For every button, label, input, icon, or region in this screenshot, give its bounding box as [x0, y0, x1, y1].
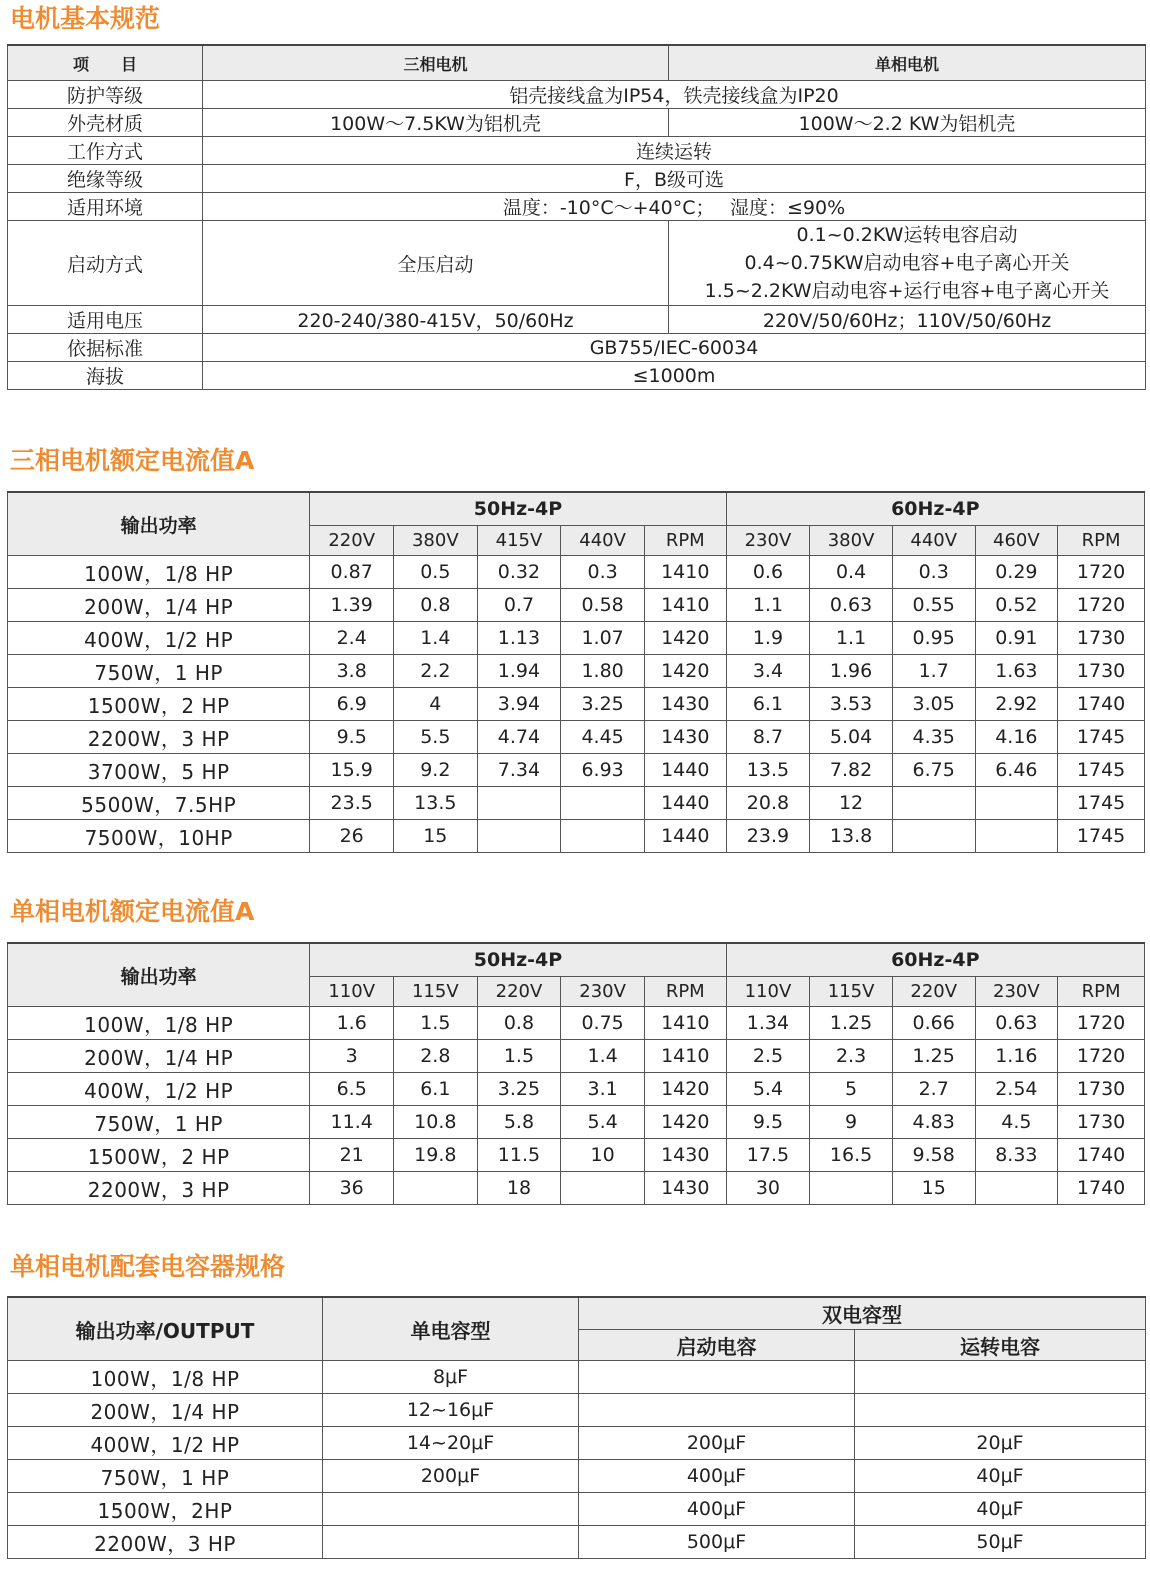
current-cell: 18	[477, 1172, 561, 1205]
spec-value-single: 220V/50/60Hz；110V/50/60Hz	[669, 306, 1146, 334]
current-cell: 5.4	[561, 1106, 645, 1139]
current-cell: 6.1	[394, 1073, 478, 1106]
table-row	[8, 1526, 1146, 1559]
current-cell: 5	[810, 1073, 893, 1106]
power-cell: 1500W，2HP	[8, 1493, 323, 1526]
current-cell: 13.8	[810, 820, 893, 853]
current-cell: 0.3	[561, 556, 645, 589]
capacitance-cell	[323, 1526, 579, 1559]
current-cell: 23.5	[310, 787, 394, 820]
capacitance-cell: 8μF	[323, 1361, 579, 1394]
current-cell: 0.5	[394, 556, 478, 589]
capacitance-cell: 12~16μF	[323, 1394, 579, 1427]
current-cell: 9	[810, 1106, 893, 1139]
spec-header-row	[8, 45, 1146, 81]
power-cell: 750W，1 HP	[8, 655, 310, 688]
current-cell: 8.7	[726, 721, 810, 754]
spec-label: 启动方式	[8, 221, 203, 306]
current-cell: 4.74	[477, 721, 561, 754]
table-row	[8, 1139, 1145, 1172]
table-row	[8, 306, 1146, 334]
current-cell: 1740	[1058, 688, 1145, 721]
current-cell: 30	[726, 1172, 810, 1205]
current-cell	[975, 820, 1058, 853]
current-cell: 1.13	[477, 622, 561, 655]
current-cell: 1.16	[975, 1040, 1058, 1073]
current-cell: 7.34	[477, 754, 561, 787]
current-cell: 1730	[1058, 1106, 1145, 1139]
current-cell: 1720	[1058, 1040, 1145, 1073]
current-cell: 6.75	[892, 754, 975, 787]
output-header: 输出功率/OUTPUT	[8, 1297, 323, 1361]
sub-header: 380V	[810, 526, 893, 556]
table-row	[8, 820, 1145, 853]
current-cell: 0.52	[975, 589, 1058, 622]
power-cell: 3700W，5 HP	[8, 754, 310, 787]
capacitance-cell	[323, 1493, 579, 1526]
current-cell	[561, 820, 645, 853]
current-cell: 1410	[644, 1007, 726, 1040]
capacitance-cell: 50μF	[855, 1526, 1146, 1559]
spec-label: 绝缘等级	[8, 165, 203, 193]
spec-label: 适用电压	[8, 306, 203, 334]
sub-header: 110V	[310, 977, 394, 1007]
current-cell: 5.4	[726, 1073, 810, 1106]
current-cell	[975, 1172, 1058, 1205]
current-cell: 11.4	[310, 1106, 394, 1139]
current-cell: 13.5	[726, 754, 810, 787]
current-cell: 4.83	[892, 1106, 975, 1139]
current-cell: 5.5	[394, 721, 478, 754]
capacitance-cell: 200μF	[323, 1460, 579, 1493]
current-cell	[561, 787, 645, 820]
table-row	[8, 589, 1145, 622]
current-cell: 4.35	[892, 721, 975, 754]
current-cell: 1.9	[726, 622, 810, 655]
spec-title: 电机基本规范	[10, 4, 161, 33]
current-cell: 1745	[1058, 820, 1145, 853]
current-cell: 4	[394, 688, 478, 721]
current-cell	[477, 820, 561, 853]
spec-value-single	[669, 221, 1146, 306]
current-cell	[810, 1172, 893, 1205]
power-cell: 100W，1/8 HP	[8, 1007, 310, 1040]
current-cell: 9.58	[892, 1139, 975, 1172]
power-cell: 750W，1 HP	[8, 1106, 310, 1139]
current-cell: 0.66	[892, 1007, 975, 1040]
current-cell: 1.25	[892, 1040, 975, 1073]
power-cell: 7500W，10HP	[8, 820, 310, 853]
current-cell: 1.34	[726, 1007, 810, 1040]
current-cell: 1740	[1058, 1172, 1145, 1205]
current-cell	[892, 787, 975, 820]
start-line: 0.4~0.75KW启动电容+电子离心开关	[744, 252, 1070, 274]
current-cell: 6.5	[310, 1073, 394, 1106]
current-cell: 1.96	[810, 655, 893, 688]
spec-header-item: 项 目	[8, 45, 203, 81]
double-cap-header: 双电容型	[579, 1297, 1146, 1330]
table-row	[8, 787, 1145, 820]
current-cell: 1740	[1058, 1139, 1145, 1172]
sub-header: 220V	[892, 977, 975, 1007]
capacitance-cell: 40μF	[855, 1460, 1146, 1493]
spec-value: GB755/IEC-60034	[203, 334, 1146, 362]
capacitor-title: 单相电机配套电容器规格	[10, 1252, 286, 1281]
spec-label: 海拔	[8, 362, 203, 390]
current-cell: 15	[394, 820, 478, 853]
table-row	[8, 221, 1146, 306]
sub-header: 115V	[394, 977, 478, 1007]
current-cell: 1.63	[975, 655, 1058, 688]
current-cell: 1420	[644, 655, 726, 688]
current-cell: 15.9	[310, 754, 394, 787]
spec-label: 依据标准	[8, 334, 203, 362]
sub-header: 110V	[726, 977, 810, 1007]
current-cell: 1745	[1058, 754, 1145, 787]
spec-value-three: 全压启动	[203, 221, 669, 306]
current-cell: 3.53	[810, 688, 893, 721]
current-cell	[561, 1172, 645, 1205]
current-cell: 9.2	[394, 754, 478, 787]
current-cell: 1410	[644, 556, 726, 589]
current-cell: 1.5	[477, 1040, 561, 1073]
current-cell: 1430	[644, 1139, 726, 1172]
current-cell: 3.1	[561, 1073, 645, 1106]
group-60hz-header: 60Hz-4P	[726, 492, 1144, 526]
sub-header: 440V	[561, 526, 645, 556]
table-row	[8, 1493, 1146, 1526]
table-row	[8, 721, 1145, 754]
current-cell: 1430	[644, 721, 726, 754]
group-60hz-header: 60Hz-4P	[726, 943, 1144, 977]
run-cap-header: 运转电容	[855, 1330, 1146, 1361]
capacitor-table	[7, 1296, 1146, 1559]
current-cell: 0.58	[561, 589, 645, 622]
single-cap-header: 单电容型	[323, 1297, 579, 1361]
spec-value: 温度：-10°C～+40°C； 湿度：≤90%	[203, 193, 1146, 221]
current-cell: 1.80	[561, 655, 645, 688]
power-cell: 400W，1/2 HP	[8, 622, 310, 655]
three-phase-table	[7, 491, 1145, 853]
sub-header: 230V	[975, 977, 1058, 1007]
sub-header: RPM	[1058, 526, 1145, 556]
table-row	[8, 1361, 1146, 1394]
current-cell: 1420	[644, 1073, 726, 1106]
current-cell: 1420	[644, 622, 726, 655]
current-cell: 5.04	[810, 721, 893, 754]
current-cell: 11.5	[477, 1139, 561, 1172]
group-50hz-header: 50Hz-4P	[310, 943, 726, 977]
current-cell: 16.5	[810, 1139, 893, 1172]
current-cell: 6.93	[561, 754, 645, 787]
table-row	[8, 334, 1146, 362]
power-cell: 200W，1/4 HP	[8, 589, 310, 622]
current-cell: 1420	[644, 1106, 726, 1139]
current-cell: 1730	[1058, 655, 1145, 688]
current-cell: 3.25	[477, 1073, 561, 1106]
current-cell: 1720	[1058, 556, 1145, 589]
current-cell: 4.5	[975, 1106, 1058, 1139]
current-cell: 15	[892, 1172, 975, 1205]
current-cell: 1720	[1058, 1007, 1145, 1040]
current-cell: 1.5	[394, 1007, 478, 1040]
current-cell: 3.8	[310, 655, 394, 688]
table-row	[8, 165, 1146, 193]
spec-label: 防护等级	[8, 81, 203, 109]
spec-value-three: 100W～7.5KW为铝机壳	[203, 109, 669, 137]
current-cell: 10	[561, 1139, 645, 1172]
group-50hz-header: 50Hz-4P	[310, 492, 726, 526]
current-cell: 3.05	[892, 688, 975, 721]
current-cell: 0.95	[892, 622, 975, 655]
current-cell: 1.1	[810, 622, 893, 655]
spec-value: 连续运转	[203, 137, 1146, 165]
power-cell: 5500W，7.5HP	[8, 787, 310, 820]
sub-header: 220V	[310, 526, 394, 556]
table-row	[8, 109, 1146, 137]
sub-header: 115V	[810, 977, 893, 1007]
current-cell: 1.4	[394, 622, 478, 655]
power-cell: 200W，1/4 HP	[8, 1394, 323, 1427]
current-cell: 5.8	[477, 1106, 561, 1139]
current-cell: 0.63	[810, 589, 893, 622]
current-cell: 2.92	[975, 688, 1058, 721]
current-cell: 2.3	[810, 1040, 893, 1073]
table-row	[8, 622, 1145, 655]
sub-header: 415V	[477, 526, 561, 556]
current-cell: 1440	[644, 787, 726, 820]
sub-header: 380V	[394, 526, 478, 556]
current-cell	[394, 1172, 478, 1205]
start-line: 0.1~0.2KW运转电容启动	[796, 224, 1018, 246]
current-cell: 1410	[644, 1040, 726, 1073]
power-cell: 400W，1/2 HP	[8, 1073, 310, 1106]
current-cell: 3	[310, 1040, 394, 1073]
current-cell: 0.8	[394, 589, 478, 622]
current-cell: 2.5	[726, 1040, 810, 1073]
sub-header: RPM	[644, 977, 726, 1007]
capacitance-cell	[855, 1361, 1146, 1394]
current-cell: 7.82	[810, 754, 893, 787]
current-cell: 12	[810, 787, 893, 820]
spec-label: 工作方式	[8, 137, 203, 165]
spec-value-single: 100W～2.2 KW为铝机壳	[669, 109, 1146, 137]
capacitance-cell	[579, 1361, 855, 1394]
current-cell: 1745	[1058, 721, 1145, 754]
start-cap-header: 启动电容	[579, 1330, 855, 1361]
table-row	[8, 1460, 1146, 1493]
capacitance-cell: 500μF	[579, 1526, 855, 1559]
spec-header-three: 三相电机	[203, 45, 669, 81]
current-cell: 0.75	[561, 1007, 645, 1040]
table-row	[8, 137, 1146, 165]
current-cell: 13.5	[394, 787, 478, 820]
capacitance-cell: 400μF	[579, 1460, 855, 1493]
current-cell: 1.94	[477, 655, 561, 688]
current-cell: 1440	[644, 820, 726, 853]
capacitance-cell: 20μF	[855, 1427, 1146, 1460]
current-cell: 6.9	[310, 688, 394, 721]
current-cell: 0.32	[477, 556, 561, 589]
current-cell: 1720	[1058, 589, 1145, 622]
current-cell: 6.1	[726, 688, 810, 721]
current-cell: 8.33	[975, 1139, 1058, 1172]
sub-header: 230V	[726, 526, 810, 556]
table-row	[8, 193, 1146, 221]
start-line: 1.5~2.2KW启动电容+运行电容+电子离心开关	[704, 280, 1110, 302]
capacitance-cell: 400μF	[579, 1493, 855, 1526]
single-phase-title: 单相电机额定电流值A	[10, 897, 255, 926]
three-phase-title: 三相电机额定电流值A	[10, 446, 255, 475]
table-row	[8, 362, 1146, 390]
spec-value: 铝壳接线盒为IP54，铁壳接线盒为IP20	[203, 81, 1146, 109]
power-cell: 100W，1/8 HP	[8, 556, 310, 589]
power-header: 输出功率	[8, 492, 310, 556]
current-cell: 1.07	[561, 622, 645, 655]
current-cell: 36	[310, 1172, 394, 1205]
sub-header: 440V	[892, 526, 975, 556]
current-cell: 1.7	[892, 655, 975, 688]
sub-header: RPM	[644, 526, 726, 556]
current-cell: 4.16	[975, 721, 1058, 754]
spec-value-three: 220-240/380-415V，50/60Hz	[203, 306, 669, 334]
current-cell: 2.2	[394, 655, 478, 688]
current-cell: 2.8	[394, 1040, 478, 1073]
power-header: 输出功率	[8, 943, 310, 1007]
current-cell: 1430	[644, 688, 726, 721]
current-cell: 1.4	[561, 1040, 645, 1073]
current-cell: 3.94	[477, 688, 561, 721]
power-cell: 100W，1/8 HP	[8, 1361, 323, 1394]
current-cell: 0.87	[310, 556, 394, 589]
current-cell: 1730	[1058, 1073, 1145, 1106]
current-cell: 1.6	[310, 1007, 394, 1040]
single-phase-table	[7, 942, 1145, 1205]
table-row	[8, 81, 1146, 109]
current-cell: 0.55	[892, 589, 975, 622]
current-cell: 1.25	[810, 1007, 893, 1040]
power-cell: 1500W，2 HP	[8, 1139, 310, 1172]
table-row	[8, 1106, 1145, 1139]
current-cell	[892, 820, 975, 853]
capacitance-cell: 40μF	[855, 1493, 1146, 1526]
table-row	[8, 655, 1145, 688]
power-cell: 2200W，3 HP	[8, 1172, 310, 1205]
current-cell: 9.5	[310, 721, 394, 754]
table-row	[8, 1007, 1145, 1040]
current-cell: 2.4	[310, 622, 394, 655]
current-cell: 9.5	[726, 1106, 810, 1139]
sub-header: 230V	[561, 977, 645, 1007]
current-cell: 1410	[644, 589, 726, 622]
current-cell: 3.4	[726, 655, 810, 688]
current-cell: 26	[310, 820, 394, 853]
current-cell: 0.8	[477, 1007, 561, 1040]
current-cell: 0.4	[810, 556, 893, 589]
current-cell: 0.91	[975, 622, 1058, 655]
current-cell: 17.5	[726, 1139, 810, 1172]
table-row	[8, 1394, 1146, 1427]
current-cell: 3.25	[561, 688, 645, 721]
spec-label: 适用环境	[8, 193, 203, 221]
current-cell: 1745	[1058, 787, 1145, 820]
current-cell: 19.8	[394, 1139, 478, 1172]
power-cell: 400W，1/2 HP	[8, 1427, 323, 1460]
capacitance-cell: 14~20μF	[323, 1427, 579, 1460]
sub-header: RPM	[1058, 977, 1145, 1007]
power-cell: 2200W，3 HP	[8, 1526, 323, 1559]
current-cell	[477, 787, 561, 820]
current-cell: 6.46	[975, 754, 1058, 787]
current-cell: 2.7	[892, 1073, 975, 1106]
current-cell: 1.39	[310, 589, 394, 622]
current-cell: 20.8	[726, 787, 810, 820]
spec-table	[7, 44, 1146, 390]
spec-label: 外壳材质	[8, 109, 203, 137]
table-row	[8, 1427, 1146, 1460]
spec-value: F，B级可选	[203, 165, 1146, 193]
table-row	[8, 1172, 1145, 1205]
current-cell: 0.29	[975, 556, 1058, 589]
capacitance-cell: 200μF	[579, 1427, 855, 1460]
table-row	[8, 1040, 1145, 1073]
power-cell: 200W，1/4 HP	[8, 1040, 310, 1073]
table-row	[8, 556, 1145, 589]
current-cell: 1730	[1058, 622, 1145, 655]
table-row	[8, 1073, 1145, 1106]
capacitance-cell	[855, 1394, 1146, 1427]
table-row	[8, 754, 1145, 787]
current-cell: 0.63	[975, 1007, 1058, 1040]
current-cell: 1440	[644, 754, 726, 787]
current-cell	[975, 787, 1058, 820]
spec-header-single: 单相电机	[669, 45, 1146, 81]
power-cell: 1500W，2 HP	[8, 688, 310, 721]
current-cell: 1.1	[726, 589, 810, 622]
current-cell: 10.8	[394, 1106, 478, 1139]
power-cell: 2200W，3 HP	[8, 721, 310, 754]
current-cell: 23.9	[726, 820, 810, 853]
current-cell: 0.6	[726, 556, 810, 589]
current-cell: 4.45	[561, 721, 645, 754]
capacitance-cell	[579, 1394, 855, 1427]
current-cell: 2.54	[975, 1073, 1058, 1106]
current-cell: 0.3	[892, 556, 975, 589]
current-cell: 1430	[644, 1172, 726, 1205]
spec-value: ≤1000m	[203, 362, 1146, 390]
current-cell: 0.7	[477, 589, 561, 622]
table-row	[8, 688, 1145, 721]
power-cell: 750W，1 HP	[8, 1460, 323, 1493]
sub-header: 220V	[477, 977, 561, 1007]
sub-header: 460V	[975, 526, 1058, 556]
current-cell: 21	[310, 1139, 394, 1172]
